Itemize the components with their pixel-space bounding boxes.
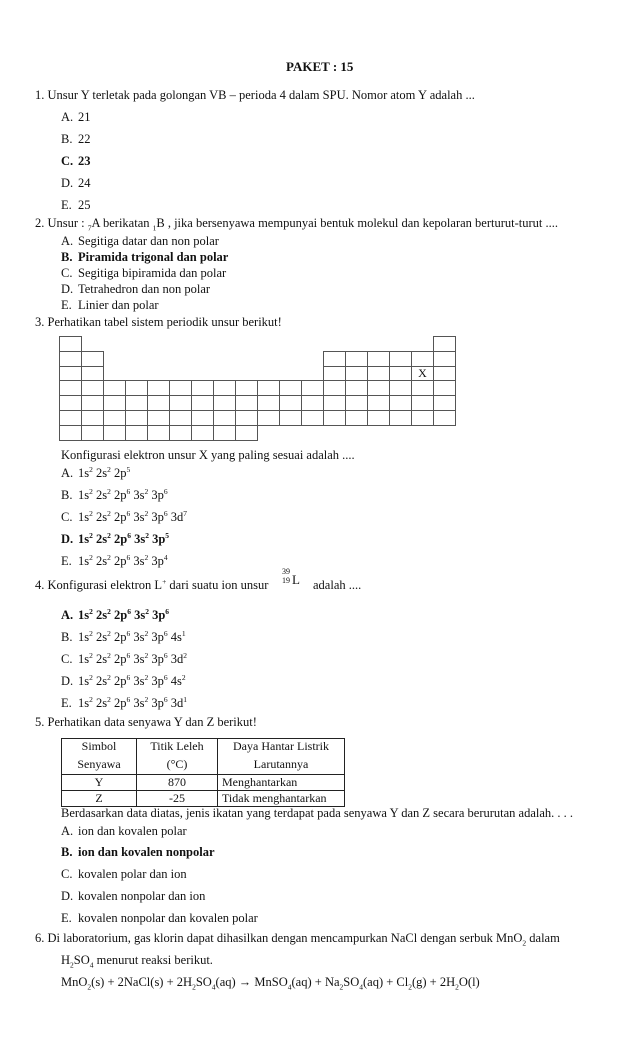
option-b[interactable] (61, 488, 168, 503)
table-cell: Tidak menghantarkan (218, 791, 345, 807)
subscript: 2 (522, 938, 527, 948)
table-cell (81, 410, 104, 426)
page-title: PAKET : 15 (286, 59, 354, 74)
table-cell (367, 395, 390, 411)
option-e[interactable] (61, 198, 91, 213)
option-text: Piramida trigonal dan polar (78, 250, 229, 264)
option-text: 23 (78, 154, 91, 168)
ion-charge: + (162, 576, 167, 586)
question-2 (35, 216, 558, 231)
table-cell (147, 425, 170, 441)
option-text: $1s^2$ $2s^2$ $2p^6$ $3s^2$ $3p^6$ $3d^2$ (78, 650, 187, 666)
table-cell (213, 380, 236, 396)
table-cell (279, 410, 302, 426)
question-text: Di laboratorium, gas klorin dapat dihasilkan dengan mencampurkan NaCl dengan serbuk MnO (47, 931, 523, 945)
question-5 (35, 715, 257, 730)
table-cell (279, 380, 302, 396)
table-cell (257, 410, 280, 426)
option-d[interactable] (61, 282, 210, 297)
option-text: 22 (78, 132, 91, 146)
q5-question: Berdasarkan data diatas, jenis ikatan yang terdapat pada senyawa Y dan Z secara berurutan adalah. . . . (61, 806, 574, 820)
mass-number: 39 (282, 567, 290, 576)
table-cell (323, 410, 346, 426)
option-label: E. (61, 554, 72, 568)
q3-question: Konfigurasi elektron unsur X yang paling sesuai adalah .... (61, 448, 355, 462)
table-cell (279, 395, 302, 411)
formula-part: H (61, 953, 71, 967)
question-text-pre: Konfigurasi elektron L (47, 578, 163, 592)
table-cell (103, 380, 126, 396)
subscript: 4 (89, 960, 94, 970)
table-cell (389, 366, 412, 382)
question-text: Perhatikan data senyawa Y dan Z berikut! (47, 715, 257, 729)
table-cell (367, 351, 390, 367)
option-text: ion dan kovalen polar (78, 824, 187, 838)
question-text-pre: Unsur : (47, 216, 88, 230)
table-cell (147, 410, 170, 426)
option-label: A. (61, 608, 74, 622)
atomic-number-b: 1 (152, 223, 157, 233)
table-row (62, 791, 345, 807)
option-label: C. (61, 266, 73, 280)
option-label: C. (61, 652, 73, 666)
table-cell (169, 380, 192, 396)
question-number: 4. (35, 578, 45, 592)
question-1 (35, 88, 475, 103)
option-label: C. (61, 154, 74, 168)
periodic-table-grid (59, 336, 459, 440)
option-label: B. (61, 845, 73, 859)
table-cell (411, 410, 434, 426)
table-cell (411, 380, 434, 396)
table-cell (59, 410, 82, 426)
table-cell: 870 (137, 775, 218, 791)
question-text-mid: dari suatu ion unsur (166, 578, 269, 592)
table-cell (235, 425, 258, 441)
option-text: Tetrahedron dan non polar (78, 282, 211, 296)
table-row (62, 775, 345, 791)
table-cell (147, 395, 170, 411)
table-cell (103, 410, 126, 426)
table-cell: -25 (137, 791, 218, 807)
question-number: 2. (35, 216, 45, 230)
table-cell (433, 395, 456, 411)
table-cell (301, 410, 324, 426)
option-text: $1s^2$ $2s^2$ $2p^6$ $3s^2$ $3p^6$ (78, 606, 170, 622)
table-cell (125, 380, 148, 396)
question-text-end: dalam (526, 931, 560, 945)
table-cell (389, 395, 412, 411)
table-cell: Menghantarkan (218, 775, 345, 791)
table-cell (433, 351, 456, 367)
table-cell (235, 410, 258, 426)
table-cell (301, 395, 324, 411)
option-label: D. (61, 532, 74, 546)
table-cell (301, 380, 324, 396)
table-cell (81, 395, 104, 411)
option-text: $1s^2$ $2s^2$ $2p^6$ $3s^2$ $3p^6$ (78, 486, 168, 502)
table-cell (433, 366, 456, 382)
table-cell (389, 380, 412, 396)
option-c[interactable] (61, 867, 187, 882)
table-cell (191, 410, 214, 426)
question-number: 5. (35, 715, 45, 729)
header-cell: Larutannya (218, 754, 345, 775)
element-a-text: A berikatan (91, 216, 153, 230)
question-text: menurut reaksi berikut. (93, 953, 213, 967)
option-text: 24 (78, 176, 91, 190)
table-cell (433, 410, 456, 426)
option-label: E. (61, 911, 72, 925)
table-cell (411, 351, 434, 367)
table-cell (345, 351, 368, 367)
question-6-line2 (61, 953, 213, 968)
option-label: B. (61, 488, 73, 502)
table-cell (81, 351, 104, 367)
table-cell (59, 380, 82, 396)
option-label: E. (61, 696, 72, 710)
option-label: E. (61, 198, 72, 212)
option-label: B. (61, 250, 73, 264)
table-cell (169, 425, 192, 441)
option-text: $1s^2$ $2s^2$ $2p^5$ (78, 464, 131, 480)
table-cell (81, 380, 104, 396)
subscript: 2 (70, 960, 74, 970)
table-cell (81, 425, 104, 441)
table-cell (323, 366, 346, 382)
option-a[interactable] (61, 824, 187, 839)
option-b[interactable] (61, 250, 228, 265)
option-d[interactable] (61, 889, 205, 904)
question-text-post: adalah .... (313, 578, 362, 592)
table-cell (345, 380, 368, 396)
option-label: D. (61, 282, 74, 296)
option-b[interactable] (61, 845, 215, 860)
option-text: $1s^2$ $2s^2$ $2p^6$ $3s^2$ $3p^6$ $4s^1$ (78, 628, 186, 644)
option-text: 25 (78, 198, 91, 212)
option-c[interactable] (61, 652, 187, 667)
option-text: $1s^2$ $2s^2$ $2p^6$ $3s^2$ $3p^6$ $4s^2$ (78, 672, 186, 688)
table-cell (125, 425, 148, 441)
question-6 (35, 931, 560, 946)
table-cell (103, 395, 126, 411)
table-cell (147, 380, 170, 396)
header-cell: Titik Leleh (137, 739, 218, 755)
formula-part: SO (73, 953, 90, 967)
option-a[interactable] (61, 466, 130, 481)
table-cell (411, 395, 434, 411)
data-table (61, 738, 345, 807)
atomic-number-a: 7 (87, 223, 92, 233)
table-cell (191, 380, 214, 396)
header-cell: Daya Hantar Listrik (218, 739, 345, 755)
table-cell: Z (62, 791, 137, 807)
option-e[interactable] (61, 298, 159, 313)
table-cell (345, 395, 368, 411)
table-cell (257, 380, 280, 396)
question-4 (35, 578, 268, 593)
table-cell (125, 395, 148, 411)
question-text: Perhatikan tabel sistem periodik unsur berikut! (47, 315, 282, 329)
option-text: $1s^2$ $2s^2$ $2p^6$ $3s^2$ $3p^6$ $3d^7$ (78, 508, 187, 524)
nuclide-notation (282, 567, 290, 585)
table-cell: Y (62, 775, 137, 791)
option-a[interactable] (61, 608, 169, 623)
question-number: 6. (35, 931, 45, 945)
option-text: Segitiga datar dan non polar (78, 234, 219, 248)
atomic-number: 19 (282, 576, 290, 585)
table-cell (169, 395, 192, 411)
element-b-text: B , jika bersenyawa mempunyai bentuk molekul dan kepolaran berturut-turut .... (156, 216, 558, 230)
table-cell (345, 410, 368, 426)
option-text: ion dan kovalen nonpolar (78, 845, 215, 859)
option-c[interactable] (61, 510, 187, 525)
table-cell (367, 410, 390, 426)
table-cell (367, 380, 390, 396)
option-text: Segitiga bipiramida dan polar (78, 266, 227, 280)
header-cell: (°C) (137, 754, 218, 775)
table-cell (345, 366, 368, 382)
option-label: B. (61, 630, 73, 644)
option-text: kovalen nonpolar dan ion (78, 889, 206, 903)
option-d[interactable] (61, 532, 169, 547)
table-cell (213, 425, 236, 441)
table-cell (235, 395, 258, 411)
table-cell (213, 410, 236, 426)
option-text: $1s^2$ $2s^2$ $2p^6$ $3s^2$ $3p^4$ (78, 552, 168, 568)
option-text: kovalen nonpolar dan kovalen polar (78, 911, 258, 925)
table-cell (367, 366, 390, 382)
question-number: 3. (35, 315, 45, 329)
option-c[interactable] (61, 266, 226, 281)
option-a[interactable] (61, 110, 91, 125)
element-x-cell: X (411, 366, 434, 382)
option-label: A. (61, 824, 74, 838)
table-cell (323, 380, 346, 396)
option-text: $1s^2$ $2s^2$ $2p^6$ $3s^2$ $3p^5$ (78, 530, 170, 546)
table-cell (235, 380, 258, 396)
option-e[interactable] (61, 696, 187, 711)
table-cell (389, 351, 412, 367)
option-label: C. (61, 867, 73, 881)
option-text: 21 (78, 110, 91, 124)
option-a[interactable] (61, 234, 219, 249)
table-cell (59, 351, 82, 367)
question-number: 1. (35, 88, 45, 102)
option-e[interactable] (61, 911, 258, 926)
question-text: Unsur Y terletak pada golongan VB – perioda 4 dalam SPU. Nomor atom Y adalah ... (47, 88, 475, 102)
header-cell: Senyawa (62, 754, 137, 775)
option-text: $1s^2$ $2s^2$ $2p^6$ $3s^2$ $3p^6$ $3d^1$ (78, 694, 187, 710)
option-label: A. (61, 110, 74, 124)
table-cell (433, 380, 456, 396)
table-cell (257, 395, 280, 411)
option-text: Linier dan polar (78, 298, 159, 312)
question-3 (35, 315, 282, 330)
option-label: D. (61, 176, 74, 190)
header-cell: Simbol (62, 739, 137, 755)
table-cell (59, 366, 82, 382)
option-d[interactable] (61, 674, 186, 689)
option-b[interactable] (61, 630, 186, 645)
option-c[interactable] (61, 154, 91, 169)
table-cell (191, 395, 214, 411)
option-label: A. (61, 466, 74, 480)
table-cell (389, 410, 412, 426)
table-cell (323, 351, 346, 367)
option-b[interactable] (61, 132, 91, 147)
table-cell (103, 425, 126, 441)
table-cell (81, 366, 104, 382)
reaction-equation: MnO$_2$(s) + 2NaCl(s) + $2H_2SO_4(aq)$ → MnSO$_4$(aq) + $Na_2SO_4(aq) + Cl_2(g) + 2H_2O(l)$ (61, 975, 480, 992)
option-label: A. (61, 234, 74, 248)
option-label: D. (61, 889, 74, 903)
option-label: E. (61, 298, 72, 312)
table-cell (213, 395, 236, 411)
table-cell (433, 336, 456, 352)
option-label: C. (61, 510, 73, 524)
table-cell (125, 410, 148, 426)
option-label: B. (61, 132, 73, 146)
table-cell (191, 425, 214, 441)
table-cell (59, 425, 82, 441)
option-e[interactable] (61, 554, 168, 569)
table-cell (59, 395, 82, 411)
option-label: D. (61, 674, 74, 688)
table-cell (323, 395, 346, 411)
table-cell (59, 336, 82, 352)
option-text: kovalen polar dan ion (78, 867, 187, 881)
table-cell (169, 410, 192, 426)
element-symbol: L (292, 572, 300, 587)
option-d[interactable] (61, 176, 91, 191)
